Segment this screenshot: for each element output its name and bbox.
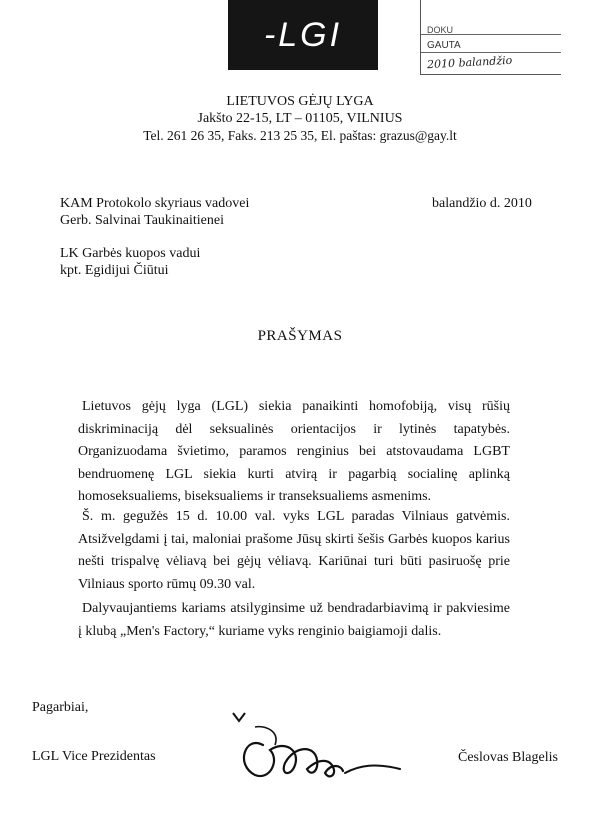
stamp-doc-label: DOKU — [427, 25, 454, 35]
received-stamp — [420, 0, 561, 75]
stamp-line — [421, 52, 561, 53]
recipient-line-4: kpt. Egidijui Čiūtui — [60, 263, 169, 278]
stamp-line — [421, 34, 561, 35]
stamp-handwritten-date: 2010 balandžio — [426, 53, 513, 72]
recipient-line-2: Gerb. Salvinai Taukinaitienei — [60, 213, 224, 228]
signer-position: LGL Vice Prezidentas — [32, 749, 156, 764]
recipient-line-1: KAM Protokolo skyriaus vadovei — [60, 196, 250, 211]
closing-regards: Pagarbiai, — [32, 700, 89, 715]
signer-name: Česlovas Blagelis — [458, 750, 558, 765]
letter-date: balandžio d. 2010 — [432, 196, 532, 211]
document-title: PRAŠYMAS — [257, 328, 343, 344]
lgl-logo: -LGI — [228, 0, 378, 70]
stamp-received-label: GAUTA — [427, 40, 461, 51]
org-name: LIETUVOS GĖJŲ LYGA — [226, 94, 374, 109]
body-paragraph-1: Lietuvos gėjų lyga (LGL) siekia panaikinti homofobiją, visų rūšių diskriminaciją dėl seksualinės orientacijos ir lytinės tapatybės. Organizuodama švietimo, paramos renginius bei atstovaudama LGBT bendruomenę LGL siekia kurti atvirą ir pagarbią socialinę aplinką homoseksualiems, biseksualiems ir transeksualiems asmenims. — [78, 399, 510, 504]
recipient-line-3: LK Garbės kuopos vadui — [60, 246, 201, 261]
body-paragraph-2: Š. m. gegužės 15 d. 10.00 val. vyks LGL paradas Vilniaus gatvėmis. Atsižvelgdami į tai, maloniai prašome Jūsų skirti šešis Garbės kuopos karius nešti trispalvę vėliavą bei gėjų vėliavą. Kariūnai turi būti pasiruošę prie Vilniaus sporto rūmų 09.30 val. — [78, 509, 510, 592]
org-contacts: Tel. 261 26 35, Faks. 213 25 35, El. paštas: grazus@gay.lt — [143, 128, 457, 143]
body-paragraph-3: Dalyvaujantiems kariams atsilyginsime už bendradarbiavimą ir pakviesime į klubą „Men's Factory,“ kuriame vyks renginio baigiamoji dalis. — [78, 601, 510, 639]
org-address: Jakšto 22-15, LT – 01105, VILNIUS — [197, 111, 403, 126]
handwritten-signature — [225, 705, 425, 795]
